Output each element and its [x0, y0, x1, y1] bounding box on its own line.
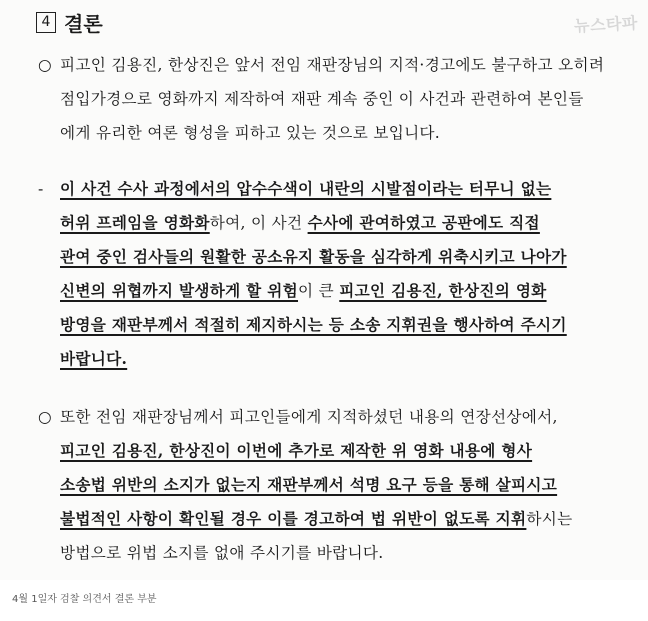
text-line: [60, 536, 572, 570]
underlined-text: 신변의 위협까지 발생하게 할 위험: [60, 281, 299, 300]
underlined-text: 소송법 위반의 소지가 없는지 재판부께서 석명 요구 등을 통해 살피시고: [60, 475, 558, 494]
text-line: [60, 82, 604, 116]
underlined-text: 관여 중인 검사들의 원활한 공소유지 활동을 심각하게 위축시키고 나아가: [60, 247, 567, 266]
text-line: [60, 400, 572, 434]
paragraph-bullet: -: [38, 180, 44, 198]
underlined-text: 바랍니다.: [60, 349, 128, 368]
paragraph-body: [60, 400, 572, 570]
underlined-text: 수사에 관여하였고 공판에도 직접: [307, 213, 540, 232]
text-line: [60, 502, 572, 536]
paragraph-3: [38, 400, 572, 570]
image-caption: 4월 1일자 검찰 의견서 결론 부분: [12, 594, 157, 605]
paragraph-2: [38, 172, 567, 376]
paragraph-bullet: ○: [38, 408, 52, 426]
text-line: [60, 308, 567, 342]
text-line: [60, 116, 604, 150]
text-segment: 하시는: [526, 510, 573, 528]
text-line: [60, 240, 567, 274]
text-line: [60, 342, 567, 376]
text-line: [60, 206, 567, 240]
text-segment: 피고인 김용진, 한상진은 앞서 전임 재판장님의 지적·경고에도 불구하고 오히려: [60, 56, 605, 74]
text-segment: 점입가경으로 영화까지 제작하여 재판 계속 중인 이 사건과 관련하여 본인들: [60, 90, 584, 108]
paragraph-1: [38, 48, 604, 150]
underlined-text: 방영을 재판부께서 적절히 제지하시는 등 소송 지휘권을 행사하여 주시기: [60, 315, 567, 334]
section-number-box: 4: [36, 12, 56, 33]
underlined-text: 이 사건 수사 과정에서의 압수수색이 내란의 시발점이라는 터무니 없는: [60, 179, 552, 198]
text-segment: 이 큰: [298, 282, 340, 300]
paragraph-body: [60, 172, 567, 376]
text-line: [60, 274, 567, 308]
underlined-text: 허위 프레임을 영화화: [60, 213, 210, 232]
text-segment: 하여, 이 사건: [209, 214, 308, 232]
underlined-text: 피고인 김용진, 한상진이 이번에 추가로 제작한 위 영화 내용에 형사: [60, 441, 533, 460]
text-line: [60, 48, 604, 82]
paragraph-body: [60, 48, 604, 150]
section-title: 결론: [64, 12, 103, 36]
text-segment: 에게 유리한 여론 형성을 피하고 있는 것으로 보입니다.: [60, 124, 441, 142]
text-segment: 방법으로 위법 소지를 없애 주시기를 바랍니다.: [60, 544, 384, 562]
underlined-text: 불법적인 사항이 확인될 경우 이를 경고하여 법 위반이 없도록 지휘: [60, 509, 527, 528]
text-line: [60, 172, 567, 206]
text-line: [60, 434, 572, 468]
paragraph-bullet: ○: [38, 56, 52, 74]
text-segment: 또한 전임 재판장님께서 피고인들에게 지적하셨던 내용의 연장선상에서,: [60, 408, 558, 426]
watermark-logo: 뉴스타파: [573, 13, 639, 36]
text-line: [60, 468, 572, 502]
section-heading: [36, 8, 103, 37]
underlined-text: 피고인 김용진, 한상진의 영화: [339, 281, 547, 300]
